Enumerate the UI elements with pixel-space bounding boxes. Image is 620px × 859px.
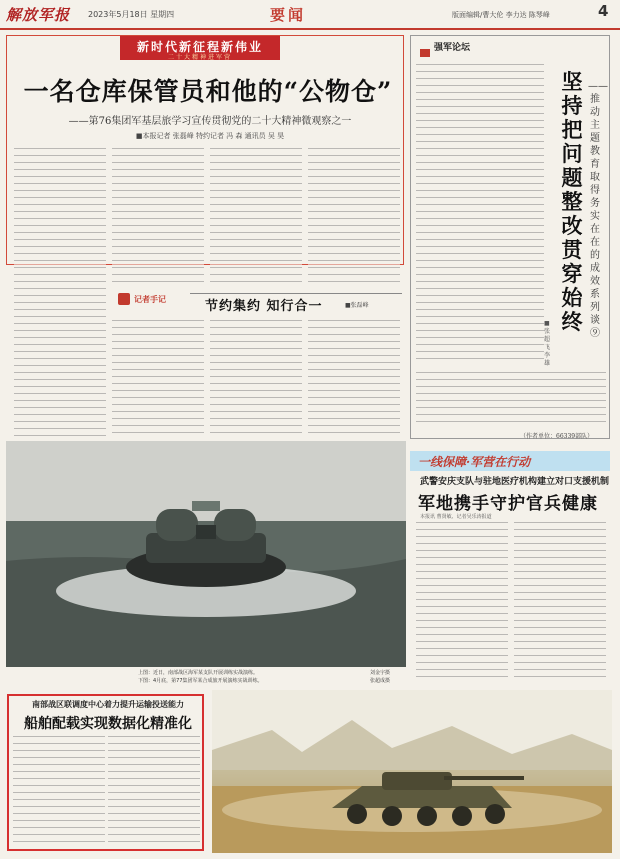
story-title[interactable]: 军地携手守护官兵健康 — [418, 494, 598, 514]
commentary-byline: ■张超飞 李雄 — [544, 320, 551, 367]
commentary-source: （作者单位：66339部队） — [520, 433, 594, 440]
photo-caption: 上图：近日，南部战区海军某支队开展训练实战演练。 — [138, 670, 259, 676]
column-note-text — [308, 318, 400, 436]
lead-body-text — [112, 146, 204, 286]
page-editors: 版面编辑/曹大伦 李力达 陈琴峰 — [452, 11, 550, 19]
highlighted-story-subtitle: 南部战区联调度中心着力提升运输投送能力 — [32, 699, 184, 709]
flag-icon — [420, 49, 430, 57]
armored-vehicle-illustration — [212, 690, 612, 853]
hovercraft-illustration — [6, 441, 406, 667]
armored-vehicle-photo — [212, 690, 612, 853]
lead-banner-sub: 二十大精神进军营 — [167, 54, 232, 61]
photo-caption: 下图：4月底，第77集团军某合成旅开展演练实战训练。 — [138, 678, 263, 684]
lead-byline: ■本报记者 张磊峰 特约记者 冯 森 通讯员 吴 昊 — [135, 132, 285, 140]
commentary-text — [416, 370, 606, 428]
highlighted-story-text — [13, 734, 105, 846]
photo-credit: 刘金宇摄 — [370, 670, 391, 676]
divider — [190, 293, 402, 294]
hovercraft-photo — [6, 441, 406, 667]
lead-body-text — [308, 146, 400, 286]
issue-date: 2023年5月18日 星期四 — [88, 10, 175, 19]
commentary-text — [416, 62, 544, 362]
page-number: 4 — [598, 2, 609, 20]
pen-icon — [118, 293, 130, 305]
commentary-subtitle: ——推动主题教育取得务实在在的成效系列谈⑨ — [588, 81, 608, 339]
story-text — [416, 520, 508, 680]
column-note-label: 记者手记 — [134, 294, 166, 304]
lead-banner-main: 新时代新征程新伟业 — [136, 40, 263, 54]
photo-credit: 张超成摄 — [370, 678, 391, 684]
lead-title[interactable]: 一名仓库保管员和他的“公物仓” — [23, 77, 393, 106]
highlighted-story-title[interactable]: 船舶配载实现数据化精准化 — [24, 716, 192, 732]
story-subtitle: 武警安庆支队与驻地医疗机构建立对口支援机制 — [420, 477, 610, 487]
lead-subtitle: ——第76集团军基层旅学习宣传贯彻党的二十大精神微观察之一 — [68, 116, 352, 127]
column-note-text — [210, 318, 302, 436]
highlighted-story-text — [108, 734, 200, 846]
story-text — [514, 520, 606, 680]
lead-body-text — [14, 146, 106, 436]
newspaper-logo: 解放军报 — [6, 6, 71, 24]
commentary-label: 强军论坛 — [434, 43, 471, 53]
column-note-title[interactable]: 节约集约 知行合一 — [205, 299, 323, 314]
column-note-byline: ■张磊峰 — [345, 302, 369, 309]
story-byline: 本报讯 曹贤敏、记者吴乐涛报道 — [420, 514, 492, 520]
commentary-title[interactable]: 坚持把问题整改贯穿始终 — [561, 69, 583, 334]
lead-body-text — [210, 146, 302, 286]
column-note-text — [112, 318, 204, 436]
section-name: 要闻 — [270, 6, 307, 24]
section-banner-text: 一线保障·军营在行动 — [418, 455, 531, 469]
